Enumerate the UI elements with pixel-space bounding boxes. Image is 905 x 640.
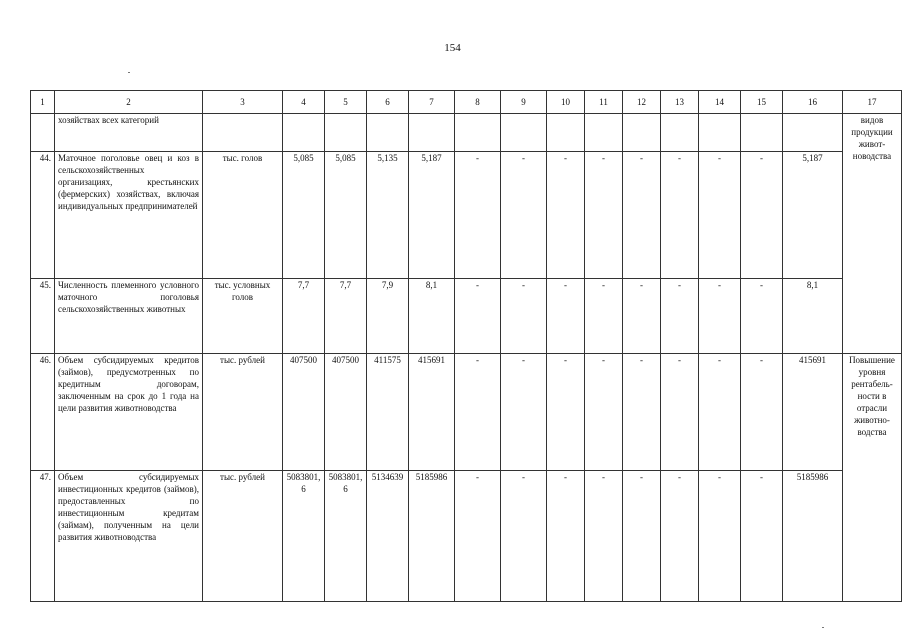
value-cell: 415691: [409, 354, 455, 471]
row-number: 45.: [31, 279, 55, 354]
value-cell: 5185986: [409, 471, 455, 602]
value-cell: [699, 114, 741, 152]
value-cell: [585, 114, 623, 152]
column-header: 10: [547, 91, 585, 114]
unit-cell: тыс. рублей: [203, 354, 283, 471]
value-cell: -: [455, 471, 501, 602]
value-cell: -: [741, 354, 783, 471]
value-cell: -: [623, 279, 661, 354]
column-number-row: [31, 91, 902, 114]
value-cell: -: [741, 152, 783, 279]
value-cell: [783, 114, 843, 152]
value-cell: [741, 114, 783, 152]
indicator-name: Объем субсидируемых кредитов (займов), предусмотренных по кредитным договорам, заключенным на срок до 1 года на цели развития животноводства: [55, 354, 203, 471]
unit-cell: тыс. голов: [203, 152, 283, 279]
value-cell: -: [661, 354, 699, 471]
value-cell: -: [501, 354, 547, 471]
value-cell: -: [455, 354, 501, 471]
indicator-name: Численность племенного условного маточного поголовья сельскохозяйственных животных: [55, 279, 203, 354]
value-cell: -: [547, 152, 585, 279]
value-cell: 8,1: [783, 279, 843, 354]
value-cell: -: [585, 354, 623, 471]
value-cell: [661, 114, 699, 152]
value-cell: 415691: [783, 354, 843, 471]
value-cell: 5,085: [283, 152, 325, 279]
value-cell: 5,187: [409, 152, 455, 279]
value-cell: -: [623, 152, 661, 279]
value-cell: 7,7: [325, 279, 367, 354]
scan-speck: [822, 627, 824, 628]
column-header: 5: [325, 91, 367, 114]
column-header: 11: [585, 91, 623, 114]
value-cell: -: [623, 354, 661, 471]
table-row: [31, 279, 902, 354]
value-cell: 5083801,6: [325, 471, 367, 602]
page-number: 154: [444, 42, 461, 54]
row-number: 47.: [31, 471, 55, 602]
column-header: 14: [699, 91, 741, 114]
value-cell: -: [699, 354, 741, 471]
value-cell: -: [585, 152, 623, 279]
value-cell: -: [699, 279, 741, 354]
column-header: 12: [623, 91, 661, 114]
indicator-name: Объем субсидируемых инвестиционных кредитов (займов), предоставленных по инвестиционным кредитам (займам), полученным на цели развития животноводства: [55, 471, 203, 602]
value-cell: -: [699, 152, 741, 279]
column-header: 3: [203, 91, 283, 114]
unit-cell: тыс. рублей: [203, 471, 283, 602]
value-cell: [283, 114, 325, 152]
value-cell: -: [741, 279, 783, 354]
value-cell: [501, 114, 547, 152]
value-cell: -: [699, 471, 741, 602]
value-cell: [455, 114, 501, 152]
value-cell: -: [661, 279, 699, 354]
value-cell: -: [455, 279, 501, 354]
column-header: 7: [409, 91, 455, 114]
value-cell: -: [623, 471, 661, 602]
value-cell: -: [741, 471, 783, 602]
value-cell: 5134639: [367, 471, 409, 602]
value-cell: -: [585, 471, 623, 602]
column-header: 6: [367, 91, 409, 114]
value-cell: 407500: [283, 354, 325, 471]
value-cell: [623, 114, 661, 152]
column-header: 1: [31, 91, 55, 114]
goal-cell: видов продукции живот-новодства: [843, 114, 902, 354]
column-header: 4: [283, 91, 325, 114]
value-cell: 8,1: [409, 279, 455, 354]
column-header: 9: [501, 91, 547, 114]
column-header: 17: [843, 91, 902, 114]
value-cell: -: [547, 354, 585, 471]
unit-cell: [203, 114, 283, 152]
value-cell: 5185986: [783, 471, 843, 602]
unit-cell: тыс. условных голов: [203, 279, 283, 354]
indicator-name: Маточное поголовье овец и коз в сельскохозяйственных организациях, крестьянских (фермерских) хозяйствах, включая индивидуальных предпринимателей: [55, 152, 203, 279]
value-cell: 7,9: [367, 279, 409, 354]
value-cell: -: [585, 279, 623, 354]
value-cell: -: [501, 152, 547, 279]
value-cell: -: [455, 152, 501, 279]
value-cell: 407500: [325, 354, 367, 471]
goal-cell: Повышение уровня рентабель-ности в отрасли животно-водства: [843, 354, 902, 602]
indicator-name: хозяйствах всех категорий: [55, 114, 203, 152]
row-number: 46.: [31, 354, 55, 471]
value-cell: -: [501, 279, 547, 354]
value-cell: [409, 114, 455, 152]
value-cell: -: [661, 152, 699, 279]
column-header: 13: [661, 91, 699, 114]
column-header: 16: [783, 91, 843, 114]
row-number: [31, 114, 55, 152]
value-cell: 7,7: [283, 279, 325, 354]
indicators-table: [30, 90, 902, 602]
value-cell: [367, 114, 409, 152]
column-header: 2: [55, 91, 203, 114]
table-row: [31, 114, 902, 152]
value-cell: 5,135: [367, 152, 409, 279]
column-header: 15: [741, 91, 783, 114]
value-cell: 411575: [367, 354, 409, 471]
value-cell: -: [661, 471, 699, 602]
value-cell: 5,085: [325, 152, 367, 279]
value-cell: 5083801,6: [283, 471, 325, 602]
value-cell: -: [547, 471, 585, 602]
table-row: [31, 471, 902, 602]
table-row: [31, 354, 902, 471]
scan-speck: [128, 72, 130, 73]
table-row: [31, 152, 902, 279]
value-cell: 5,187: [783, 152, 843, 279]
value-cell: [325, 114, 367, 152]
column-header: 8: [455, 91, 501, 114]
value-cell: -: [547, 279, 585, 354]
value-cell: [547, 114, 585, 152]
value-cell: -: [501, 471, 547, 602]
row-number: 44.: [31, 152, 55, 279]
